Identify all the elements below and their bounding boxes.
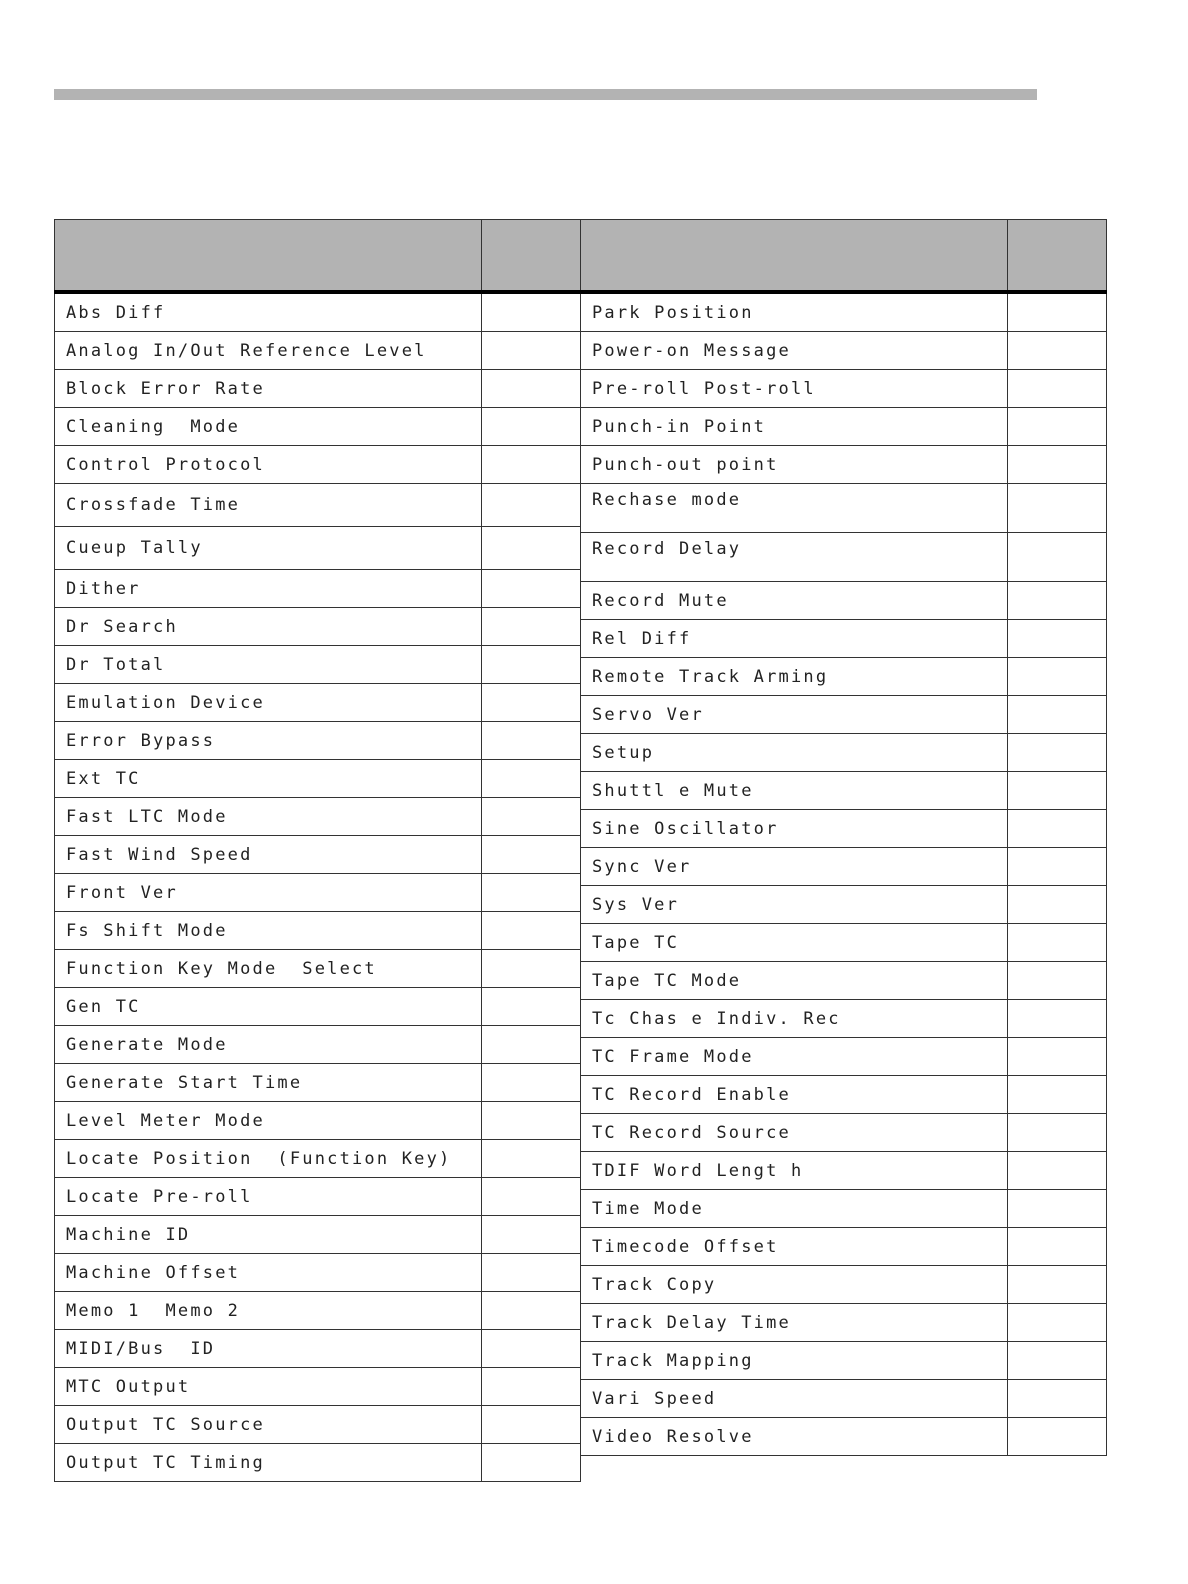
- index-entry: Track Delay Time: [581, 1304, 1008, 1342]
- page-ref-cell: [482, 1216, 581, 1254]
- page-ref-cell: [1008, 1228, 1107, 1266]
- table-row: [581, 484, 1107, 533]
- index-entry: Rel Diff: [581, 620, 1008, 658]
- table-row: [581, 1342, 1107, 1380]
- index-entry: Sync Ver: [581, 848, 1008, 886]
- page-ref-cell: [1008, 886, 1107, 924]
- page-ref-cell: [1008, 446, 1107, 484]
- index-entry: MIDI/Bus ID: [55, 1330, 482, 1368]
- page-ref-cell: [1008, 533, 1107, 582]
- page-ref-cell: [482, 527, 581, 570]
- index-entry: Tape TC: [581, 924, 1008, 962]
- table-row: [55, 1178, 581, 1216]
- table-row: [581, 582, 1107, 620]
- table-row: [55, 1026, 581, 1064]
- page-ref-cell: [482, 332, 581, 370]
- table-row: [55, 527, 581, 570]
- index-entry: Generate Mode: [55, 1026, 482, 1064]
- table-row: [55, 836, 581, 874]
- page-ref-cell: [1008, 1114, 1107, 1152]
- index-entry: Emulation Device: [55, 684, 482, 722]
- table-row: [55, 798, 581, 836]
- table-row: [55, 570, 581, 608]
- table-row: [55, 874, 581, 912]
- index-entry: Locate Pre-roll: [55, 1178, 482, 1216]
- page-ref-cell: [1008, 962, 1107, 1000]
- table-row: [581, 810, 1107, 848]
- page-ref-cell: [482, 1406, 581, 1444]
- page-ref-cell: [1008, 408, 1107, 446]
- index-entry: Dr Search: [55, 608, 482, 646]
- index-entry: Block Error Rate: [55, 370, 482, 408]
- page-ref-cell: [482, 988, 581, 1026]
- table-row: [55, 1330, 581, 1368]
- index-entry: Output TC Source: [55, 1406, 482, 1444]
- index-entry: Rechase mode: [581, 484, 1008, 533]
- index-entry: Pre-roll Post-roll: [581, 370, 1008, 408]
- table-row: [581, 533, 1107, 582]
- index-entry: Punch-in Point: [581, 408, 1008, 446]
- page-ref-cell: [1008, 1152, 1107, 1190]
- page-ref-cell: [1008, 1038, 1107, 1076]
- index-entry: Record Delay: [581, 533, 1008, 582]
- header-cell-item: [581, 220, 1008, 293]
- index-entry: Track Mapping: [581, 1342, 1008, 1380]
- page-ref-cell: [482, 1102, 581, 1140]
- table-row: [55, 950, 581, 988]
- page-ref-cell: [482, 798, 581, 836]
- index-entry: Tc Chas e Indiv. Rec: [581, 1000, 1008, 1038]
- table-header-row: [581, 220, 1107, 293]
- page-ref-cell: [482, 722, 581, 760]
- page-ref-cell: [1008, 1304, 1107, 1342]
- index-entry: Timecode Offset: [581, 1228, 1008, 1266]
- page-ref-cell: [482, 408, 581, 446]
- index-entry: Front Ver: [55, 874, 482, 912]
- table-row: [581, 924, 1107, 962]
- table-row: [55, 332, 581, 370]
- index-table-left: [54, 219, 581, 1482]
- index-entry: TC Record Enable: [581, 1076, 1008, 1114]
- table-row: [55, 646, 581, 684]
- page-ref-cell: [482, 1064, 581, 1102]
- index-entry: Memo 1 Memo 2: [55, 1292, 482, 1330]
- page-ref-cell: [1008, 332, 1107, 370]
- index-entry: Error Bypass: [55, 722, 482, 760]
- table-row: [55, 1140, 581, 1178]
- header-rule: [54, 89, 1037, 100]
- page-ref-cell: [482, 1178, 581, 1216]
- index-entry: Fs Shift Mode: [55, 912, 482, 950]
- page-ref-cell: [1008, 620, 1107, 658]
- table-row: [55, 1368, 581, 1406]
- page-ref-cell: [482, 1026, 581, 1064]
- page-ref-cell: [1008, 924, 1107, 962]
- index-entry: Dr Total: [55, 646, 482, 684]
- index-entry: Servo Ver: [581, 696, 1008, 734]
- page-ref-cell: [482, 570, 581, 608]
- index-entry: Punch-out point: [581, 446, 1008, 484]
- index-entry: Record Mute: [581, 582, 1008, 620]
- header-cell-page: [482, 220, 581, 293]
- index-entry: Cleaning Mode: [55, 408, 482, 446]
- index-entry: Time Mode: [581, 1190, 1008, 1228]
- index-entry: Power-on Message: [581, 332, 1008, 370]
- page-ref-cell: [482, 1140, 581, 1178]
- table-row: [55, 292, 581, 332]
- table-row: [581, 1228, 1107, 1266]
- index-entry: TDIF Word Lengt h: [581, 1152, 1008, 1190]
- table-row: [55, 1406, 581, 1444]
- table-row: [581, 292, 1107, 332]
- index-entry: Generate Start Time: [55, 1064, 482, 1102]
- index-entry: Level Meter Mode: [55, 1102, 482, 1140]
- table-row: [581, 1038, 1107, 1076]
- table-row: [581, 408, 1107, 446]
- table-row: [581, 1190, 1107, 1228]
- index-entry: Ext TC: [55, 760, 482, 798]
- page-ref-cell: [482, 836, 581, 874]
- page-ref-cell: [482, 684, 581, 722]
- page-ref-cell: [482, 292, 581, 332]
- page-ref-cell: [482, 370, 581, 408]
- table-row: [55, 484, 581, 527]
- page-ref-cell: [482, 912, 581, 950]
- page-ref-cell: [1008, 810, 1107, 848]
- index-entry: Abs Diff: [55, 292, 482, 332]
- page-ref-cell: [482, 760, 581, 798]
- index-entry: Park Position: [581, 292, 1008, 332]
- table-row: [55, 912, 581, 950]
- page-ref-cell: [1008, 734, 1107, 772]
- table-row: [581, 332, 1107, 370]
- table-row: [581, 620, 1107, 658]
- index-entry: Machine Offset: [55, 1254, 482, 1292]
- page-ref-cell: [482, 1292, 581, 1330]
- table-row: [55, 684, 581, 722]
- index-entry: TC Frame Mode: [581, 1038, 1008, 1076]
- table-row: [581, 696, 1107, 734]
- table-row: [55, 1254, 581, 1292]
- page-ref-cell: [1008, 292, 1107, 332]
- page-ref-cell: [1008, 1190, 1107, 1228]
- page-ref-cell: [1008, 370, 1107, 408]
- index-entry: Track Copy: [581, 1266, 1008, 1304]
- header-cell-item: [55, 220, 482, 293]
- index-entry: Remote Track Arming: [581, 658, 1008, 696]
- page-ref-cell: [482, 1368, 581, 1406]
- page-ref-cell: [1008, 484, 1107, 533]
- index-entry: Control Protocol: [55, 446, 482, 484]
- table-row: [581, 886, 1107, 924]
- table-header-row: [55, 220, 581, 293]
- page-ref-cell: [1008, 696, 1107, 734]
- page-ref-cell: [1008, 1076, 1107, 1114]
- page-ref-cell: [1008, 582, 1107, 620]
- table-row: [581, 848, 1107, 886]
- page-ref-cell: [482, 608, 581, 646]
- index-entry: Locate Position (Function Key): [55, 1140, 482, 1178]
- index-entry: Shuttl e Mute: [581, 772, 1008, 810]
- index-entry: Gen TC: [55, 988, 482, 1026]
- index-entry: MTC Output: [55, 1368, 482, 1406]
- index-entry: Output TC Timing: [55, 1444, 482, 1482]
- table-row: [581, 658, 1107, 696]
- page-ref-cell: [1008, 1000, 1107, 1038]
- page-ref-cell: [482, 874, 581, 912]
- table-row: [55, 408, 581, 446]
- index-entry: Sys Ver: [581, 886, 1008, 924]
- index-entry: Machine ID: [55, 1216, 482, 1254]
- table-row: [55, 1292, 581, 1330]
- index-entry: Vari Speed: [581, 1380, 1008, 1418]
- index-entry: Sine Oscillator: [581, 810, 1008, 848]
- page-ref-cell: [1008, 1418, 1107, 1456]
- table-row: [581, 772, 1107, 810]
- table-row: [581, 1266, 1107, 1304]
- index-table-right: [580, 219, 1107, 1456]
- page-ref-cell: [482, 484, 581, 527]
- index-entry: Dither: [55, 570, 482, 608]
- index-entry: Video Resolve: [581, 1418, 1008, 1456]
- index-entry: Crossfade Time: [55, 484, 482, 527]
- table-row: [55, 1216, 581, 1254]
- page-ref-cell: [482, 1330, 581, 1368]
- index-entry: Cueup Tally: [55, 527, 482, 570]
- header-cell-page: [1008, 220, 1107, 293]
- index-entry: Tape TC Mode: [581, 962, 1008, 1000]
- page-ref-cell: [482, 446, 581, 484]
- table-row: [55, 370, 581, 408]
- index-entry: Fast LTC Mode: [55, 798, 482, 836]
- table-row: [55, 446, 581, 484]
- table-row: [581, 962, 1107, 1000]
- table-row: [55, 988, 581, 1026]
- page-ref-cell: [1008, 1380, 1107, 1418]
- table-row: [581, 1304, 1107, 1342]
- index-entry: Analog In/Out Reference Level: [55, 332, 482, 370]
- index-entry: Function Key Mode Select: [55, 950, 482, 988]
- table-row: [581, 1076, 1107, 1114]
- page-ref-cell: [1008, 772, 1107, 810]
- table-row: [55, 608, 581, 646]
- table-row: [581, 1380, 1107, 1418]
- page-ref-cell: [1008, 658, 1107, 696]
- table-row: [581, 734, 1107, 772]
- page-ref-cell: [482, 646, 581, 684]
- page-ref-cell: [1008, 1266, 1107, 1304]
- table-row: [581, 1114, 1107, 1152]
- page-ref-cell: [1008, 1342, 1107, 1380]
- index-entry: Setup: [581, 734, 1008, 772]
- table-row: [581, 1152, 1107, 1190]
- page-ref-cell: [482, 950, 581, 988]
- table-row: [581, 446, 1107, 484]
- table-row: [55, 760, 581, 798]
- page-ref-cell: [482, 1444, 581, 1482]
- page-ref-cell: [482, 1254, 581, 1292]
- table-row: [55, 1444, 581, 1482]
- table-row: [55, 722, 581, 760]
- table-row: [581, 370, 1107, 408]
- table-row: [581, 1418, 1107, 1456]
- page-ref-cell: [1008, 848, 1107, 886]
- index-entry: TC Record Source: [581, 1114, 1008, 1152]
- index-entry: Fast Wind Speed: [55, 836, 482, 874]
- table-row: [581, 1000, 1107, 1038]
- table-row: [55, 1102, 581, 1140]
- table-row: [55, 1064, 581, 1102]
